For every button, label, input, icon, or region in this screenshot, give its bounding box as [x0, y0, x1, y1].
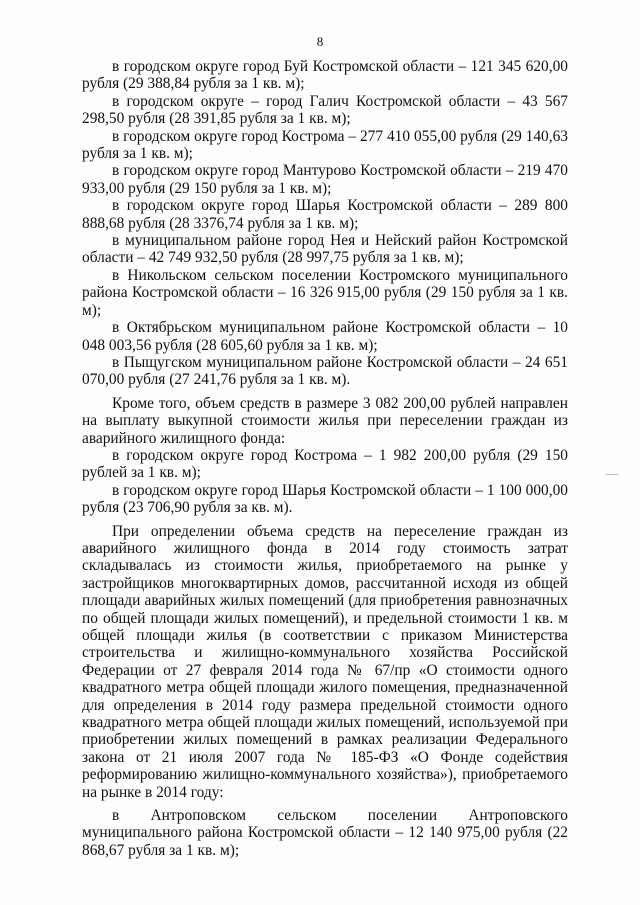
paragraph-galich: в городском округе – город Галич Костромской области – 43 567 298,50 рубля (28 391,85 рубля за 1 кв. м); [82, 92, 568, 128]
paragraph-cost-methodology: При определении объема средств на переселение граждан из аварийного жилищного фонда в 2014 году стоимость затрат складывалась из стоимости жилья, приобретаемого на рынке у застройщиков многоквартирных домов, рассчитанной исходя из общей площади аварийных жилых помещений (для приобретения равнозначных по общей площади жилых помещений), и предельной стоимости 1 кв. м общей площади жилья (в соответствии с приказом Министерства строительства и жилищно-коммунального хозяйства Российской Федерации от 27 февраля 2014 года № 67/пр «О стоимости одного квадратного метра общей площади жилого помещения, предназначенной для определения в 2014 году размера предельной стоимости одного квадратного метра общей площади жилых помещений, используемой при приобретении жилых помещений в рамках реализации Федерального закона от 21 июля 2007 года № 185-ФЗ «О Фонде содействия реформированию жилищно-коммунального хозяйства»), приобретаемого на рынке в 2014 году: [82, 522, 568, 801]
paragraph-buyout-kostroma: в городском округе город Кострома – 1 982 200,00 рубля (29 150 рублей за 1 кв. м); [82, 446, 568, 482]
paragraph-manturovo: в городском округе город Мантурово Костромской области – 219 470 933,00 рубля (29 150 рубля за 1 кв. м); [82, 162, 568, 197]
paragraph-nikolskoe: в Никольском сельском поселении Костромского муниципального района Костромской области – 16 326 915,00 рубля (29 150 рубля за 1 кв. м); [82, 266, 568, 319]
scan-artifact-mark [606, 474, 618, 475]
paragraph-sharya: в городском округе город Шарья Костромской области – 289 800 888,68 рубля (28 3376,74 рубля за 1 кв. м); [82, 197, 568, 232]
paragraph-neya: в муниципальном районе город Нея и Нейский район Костромской области – 42 749 932,50 рубля (28 997,75 рубля за 1 кв. м); [82, 232, 568, 267]
paragraph-buyout-intro: Кроме того, объем средств в размере 3 082 200,00 рублей направлен на выплату выкупной стоимости жилья при переселении граждан из аварийного жилищного фонда: [82, 394, 568, 447]
paragraph-kostroma: в городском округе город Кострома – 277 410 055,00 рубля (29 140,63 рубля за 1 кв. м); [82, 127, 568, 163]
paragraph-antropovo: в Антроповском сельском поселении Антроповского муниципального района Костромской области – 12 140 975,00 рубля (22 868,67 рубля за 1 кв. м); [82, 807, 568, 859]
document-body [82, 58, 568, 859]
paragraph-pyshchug: в Пыщугском муниципальном районе Костромской области – 24 651 070,00 рубля (27 241,76 рубля за 1 кв. м). [82, 353, 568, 389]
page-number: 8 [316, 34, 324, 49]
paragraph-oktyabrsky: в Октябрьском муниципальном районе Костромской области – 10 048 003,56 рубля (28 605,60 рубля за 1 кв. м); [82, 319, 568, 354]
paragraph-buyout-sharya: в городском округе город Шарья Костромской области – 1 100 000,00 рубля (23 706,90 рубля за кв. м). [82, 481, 568, 517]
paragraph-bui: в городском округе город Буй Костромской области – 121 345 620,00 рубля (29 388,84 рубля за 1 кв. м); [82, 58, 568, 93]
